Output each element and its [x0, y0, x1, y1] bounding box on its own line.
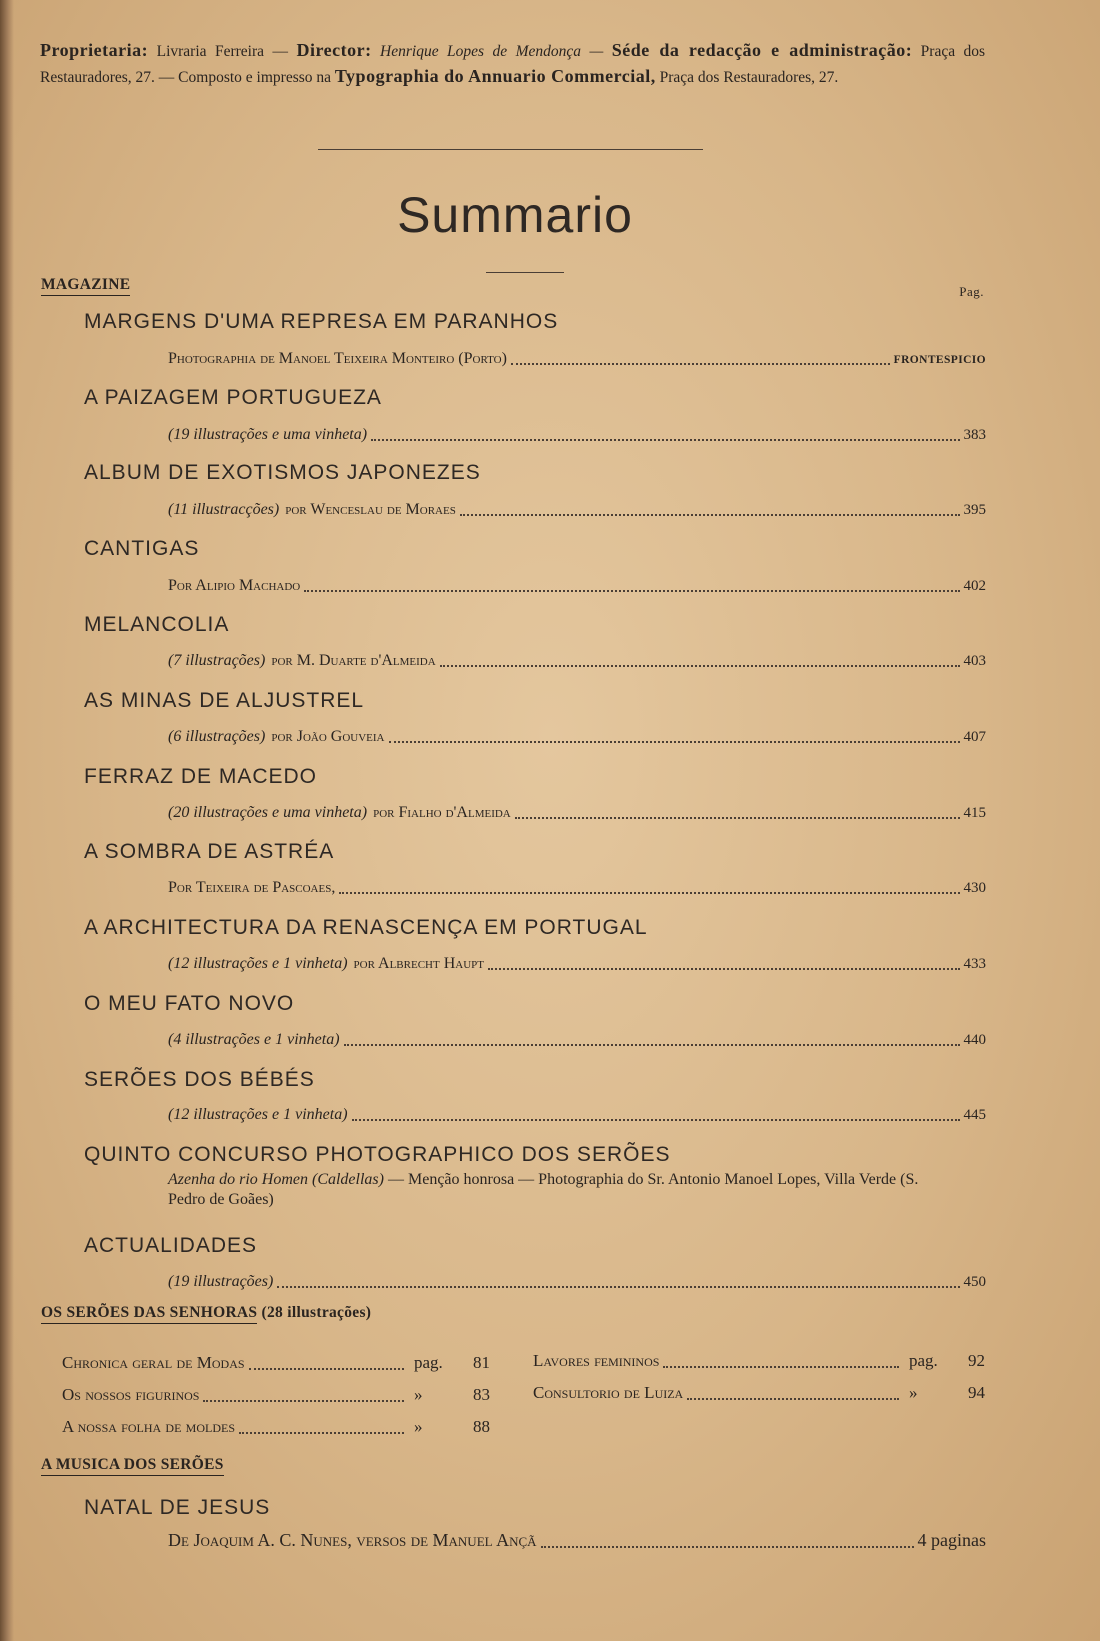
leader-dots: [663, 1350, 899, 1368]
entry-title: A ARCHITECTURA DA RENASCENÇA EM PORTUGAL: [84, 916, 648, 939]
page-column-header: Pag.: [959, 284, 984, 299]
entry-desc: (12 illustrações e 1 vinheta): [168, 1106, 348, 1123]
page-title: Summario: [397, 187, 633, 243]
entry-detail-line: [168, 1101, 986, 1124]
entry-detail-line: [168, 421, 986, 444]
section-senhoras-note: (28 illustrações): [261, 1304, 372, 1321]
entry-title: A SOMBRA DE ASTRÉA: [84, 840, 335, 863]
entry-title: QUINTO CONCURSO PHOTOGRAPHICO DOS SERÕES: [84, 1143, 671, 1166]
entry-title: ALBUM DE EXOTISMOS JAPONEZES: [84, 461, 481, 484]
entry-desc: (7 illustrações): [168, 652, 266, 669]
musica-page: 4 paginas: [917, 1530, 986, 1550]
entry-title: O MEU FATO NOVO: [84, 992, 295, 1015]
entry-by: Por Alipio Machado: [168, 577, 301, 594]
entry-page: 430: [963, 880, 986, 896]
senhoras-item-pag: »: [909, 1383, 918, 1402]
senhoras-item-page: 94: [968, 1383, 985, 1402]
musica-line: [168, 1528, 986, 1551]
leader-dots: [515, 801, 960, 819]
senhoras-item-label: Os nossos figurinos: [62, 1385, 200, 1404]
leader-dots: [541, 1530, 914, 1548]
masthead-credits: [40, 38, 985, 90]
proprietor-value: Livraria Ferreira —: [156, 43, 288, 60]
entry-by: Photographia de Manoel Teixeira Monteiro (Porto): [168, 350, 507, 367]
senhoras-item-page: 88: [473, 1417, 490, 1436]
entry-title: FERRAZ DE MACEDO: [84, 765, 318, 788]
director-value: Henrique Lopes de Mendonça —: [380, 43, 604, 60]
senhoras-item-pag: »: [414, 1417, 423, 1436]
entry-detail-line: [168, 1268, 986, 1291]
senhoras-item-pag: »: [414, 1385, 423, 1404]
leader-dots: [344, 1028, 960, 1046]
entry-title: AS MINAS DE ALJUSTREL: [84, 689, 365, 712]
entry-title: MELANCOLIA: [84, 613, 230, 636]
entry-page: 395: [963, 502, 986, 518]
title-divider: [486, 272, 564, 273]
entry-desc: (19 illustrações e uma vinheta): [168, 426, 368, 443]
entry-page: 402: [963, 578, 986, 594]
entry-by: por M. Duarte d'Almeida: [271, 652, 436, 669]
entry-page: 403: [963, 653, 986, 669]
entry-page: 433: [963, 956, 986, 972]
senhoras-item-page: 81: [473, 1353, 490, 1372]
senhoras-item-label: A nossa folha de moldes: [62, 1417, 236, 1436]
sede-label: Séde da redacção e administração:: [611, 40, 913, 60]
section-musica-label: A MUSICA DOS SERÕES: [41, 1456, 224, 1476]
senhoras-item-pag: pag.: [909, 1351, 938, 1370]
leader-dots: [460, 498, 960, 516]
leader-dots: [488, 952, 960, 970]
leader-dots: [304, 574, 959, 592]
senhoras-item: [62, 1414, 490, 1437]
entry-detail-line: [168, 572, 986, 595]
senhoras-item-pag: pag.: [414, 1353, 443, 1372]
page-binding-edge: [0, 0, 14, 1641]
header-divider: [318, 149, 703, 150]
leader-dots: [687, 1382, 899, 1400]
entry-by: por João Gouveia: [271, 728, 385, 745]
leader-dots: [203, 1384, 404, 1402]
senhoras-item-label: Consultorio de Luiza: [533, 1383, 684, 1402]
director-label: Director:: [296, 40, 372, 60]
entry-page: 440: [963, 1032, 986, 1048]
entry-page: 445: [963, 1107, 986, 1123]
typography-value: Praça dos Restauradores, 27.: [659, 69, 839, 86]
proprietor-label: Proprietaria:: [40, 40, 149, 60]
leader-dots: [511, 347, 890, 365]
senhoras-item: [62, 1350, 490, 1373]
musica-by: De Joaquim A. C. Nunes, versos de Manuel Ançã: [168, 1530, 537, 1550]
leader-dots: [440, 649, 960, 667]
entry-desc: Azenha do rio Homen (Caldellas): [168, 1171, 384, 1188]
entry-detail-line: [168, 874, 986, 897]
section-senhoras: [41, 1304, 371, 1322]
leader-dots: [249, 1352, 404, 1370]
entry-detail-line: [168, 647, 986, 670]
entry-page: 383: [963, 427, 986, 443]
entry-by: Por Teixeira de Pascoaes,: [168, 879, 336, 896]
musica-title: NATAL DE JESUS: [84, 1496, 271, 1519]
entry-detail-line: [168, 799, 986, 822]
entry-desc: (19 illustrações): [168, 1273, 274, 1290]
leader-dots: [277, 1270, 959, 1288]
entry-title: A PAIZAGEM PORTUGUEZA: [84, 386, 382, 409]
entry-desc: (6 illustrações): [168, 728, 266, 745]
senhoras-item-page: 83: [473, 1385, 490, 1404]
entry-page: FRONTESPICIO: [893, 354, 986, 366]
entry-title: MARGENS D'UMA REPRESA EM PARANHOS: [84, 310, 559, 333]
section-senhoras-label: OS SERÕES DAS SENHORAS: [41, 1304, 257, 1324]
entry-detail-line: [168, 345, 986, 368]
entry-title: ACTUALIDADES: [84, 1234, 258, 1257]
entry-desc: (11 illustracções): [168, 501, 280, 518]
leader-dots: [239, 1416, 404, 1434]
entry-detail-line: [168, 1026, 986, 1049]
entry-title: CANTIGAS: [84, 537, 200, 560]
entry-desc: (12 illustrações e 1 vinheta): [168, 955, 348, 972]
leader-dots: [389, 725, 960, 743]
leader-dots: [339, 876, 959, 894]
leader-dots: [352, 1103, 960, 1121]
typography-label: Typographia do Annuario Commercial,: [334, 66, 656, 86]
entry-by: por Albrecht Haupt: [353, 955, 484, 972]
senhoras-item-page: 92: [968, 1351, 985, 1370]
entry-detail-line: [168, 950, 986, 973]
section-musica: [41, 1456, 224, 1474]
senhoras-item: [62, 1382, 490, 1405]
entry-detail-wrapped: [168, 1170, 938, 1210]
entry-by: — Menção honrosa — Photographia do Sr. Antonio Manoel Lopes, Villa Verde (S. Pedro de Goães): [168, 1171, 919, 1208]
entry-page: 415: [963, 805, 986, 821]
entry-page: 450: [963, 1274, 986, 1290]
entry-by: por Fialho d'Almeida: [373, 804, 511, 821]
entry-desc: (20 illustrações e uma vinheta): [168, 804, 368, 821]
sede-value: Praça dos Restauradores, 27. — Composto e impresso na: [40, 43, 986, 86]
senhoras-item-label: Chronica geral de Modas: [62, 1353, 245, 1372]
senhoras-item: [533, 1348, 985, 1371]
entry-by: por Wenceslau de Moraes: [285, 501, 456, 518]
section-magazine: [41, 276, 130, 294]
entry-page: 407: [963, 729, 986, 745]
section-magazine-label: MAGAZINE: [41, 276, 130, 296]
entry-title: SERÕES DOS BÉBÉS: [84, 1068, 315, 1091]
senhoras-item-label: Lavores femininos: [533, 1351, 660, 1370]
entry-detail-line: [168, 723, 986, 746]
leader-dots: [371, 423, 959, 441]
entry-desc: (4 illustrações e 1 vinheta): [168, 1031, 340, 1048]
entry-detail-line: [168, 496, 986, 519]
senhoras-item: [533, 1380, 985, 1403]
